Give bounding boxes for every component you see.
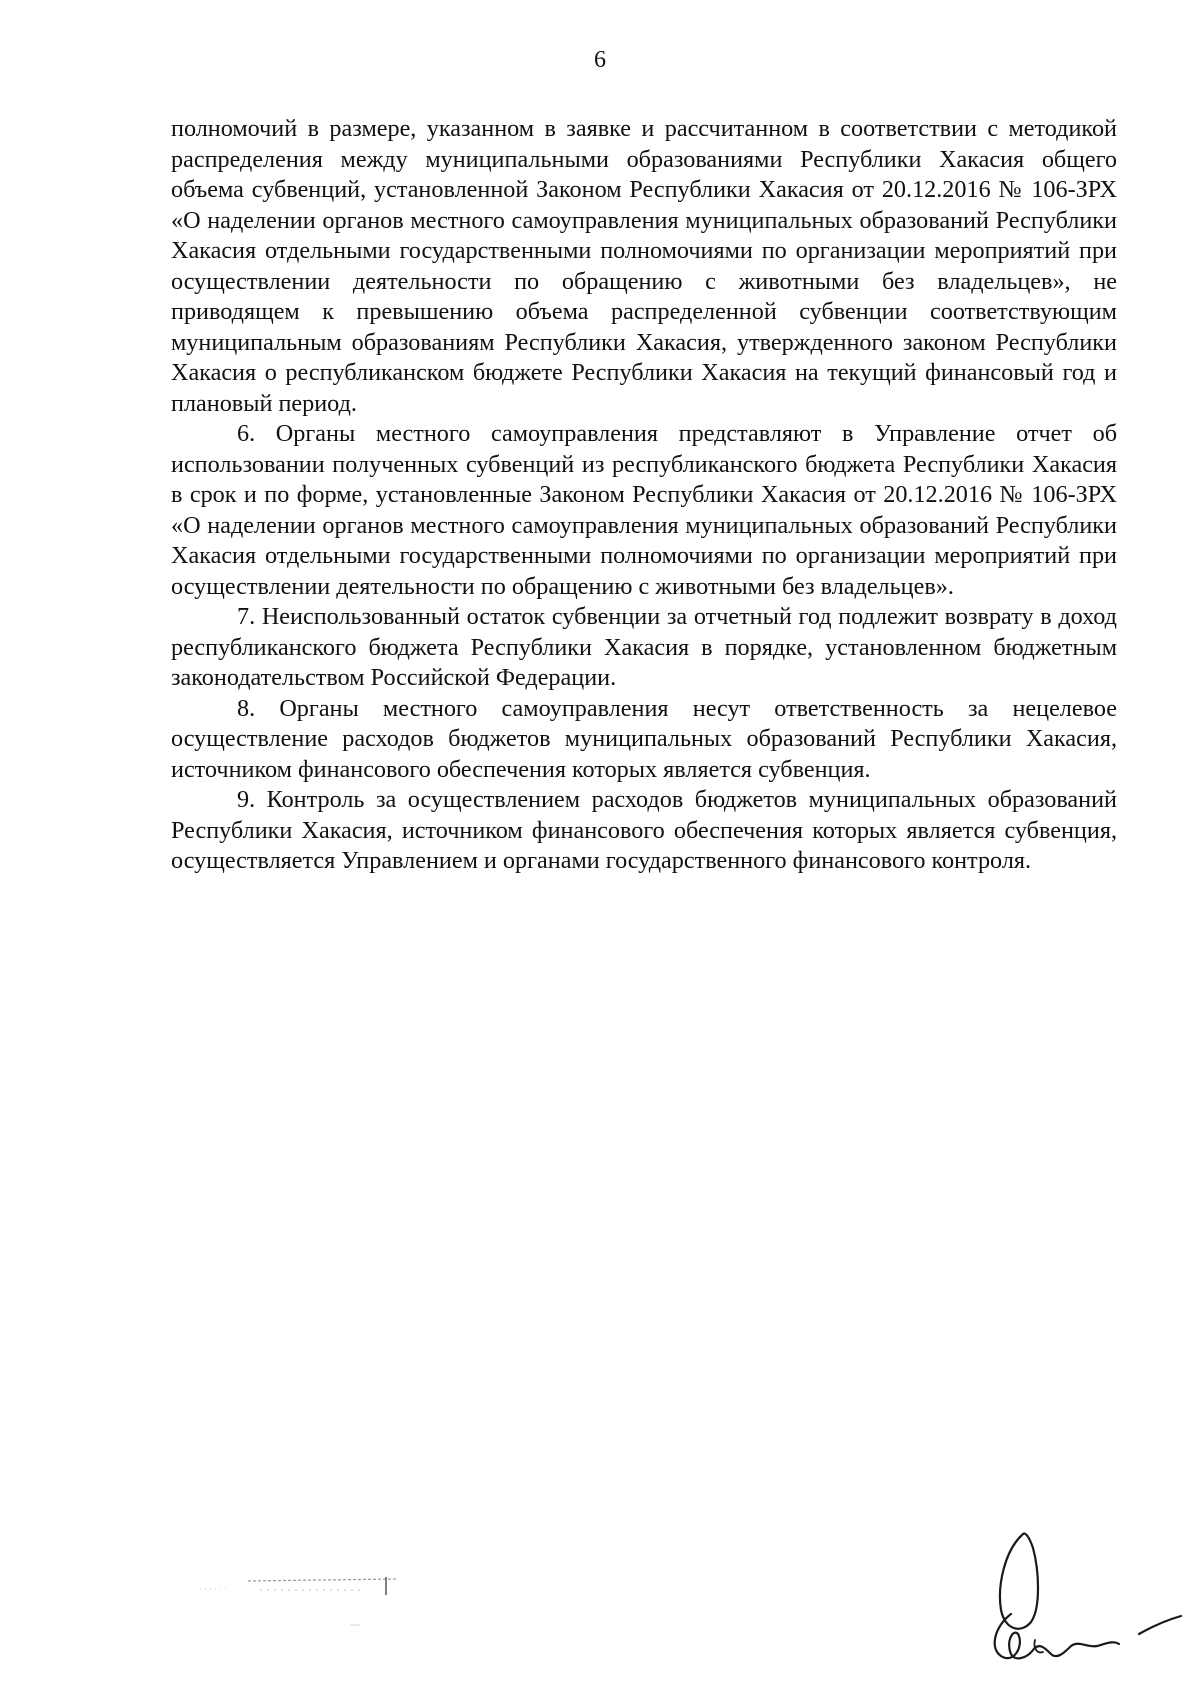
paragraph-item-9: 9. Контроль за осуществлением расходов бюджетов муниципальных образований Республики Хакасия, источником финансового обеспечения которых является субвенция, осуществляется Управлением и органами государственного финансового контроля. — [171, 786, 1117, 874]
paragraph-item-8: 8. Органы местного самоуправления несут ответственность за нецелевое осуществление расходов бюджетов муниципальных образований Республики Хакасия, источником финансового обеспечения которых является субвенция. — [171, 694, 1117, 783]
document-body — [171, 114, 1117, 877]
paragraph-continuation: полномочий в размере, указанном в заявке и рассчитанном в соответствии с методикой распределения между муниципальными образованиями Республики Хакасия общего объема субвенций, установленной Законом Республики Хакасия от 20.12.2016 № 106-ЗРХ «О наделении органов местного самоуправления муниципальных образований Республики Хакасия отдельными государственными полномочиями по организации мероприятий при осуществлении деятельности по обращению с животными без владельцев», не приводящем к превышению объема распределенной субвенции соответствующим муниципальным образованиям Республики Хакасия, утвержденного законом Республики Хакасия о республиканском бюджете Республики Хакасия на текущий финансовый год и плановый период. — [171, 115, 1117, 417]
scan-artifact — [200, 1575, 400, 1635]
handwritten-signature — [975, 1530, 1185, 1680]
paragraph-item-7: 7. Неиспользованный остаток субвенции за отчетный год подлежит возврату в доход республиканского бюджета Республики Хакасия в порядке, установленном бюджетным законодательством Российской Федерации. — [171, 603, 1117, 691]
page-number: 6 — [594, 47, 606, 73]
paragraph-item-6: 6. Органы местного самоуправления представляют в Управление отчет об использовании полученных субвенций из республиканского бюджета Республики Хакасия в срок и по форме, установленные Законом Республики Хакасия от 20.12.2016 № 106-ЗРХ «О наделении органов местного самоуправления муниципальных образований Республики Хакасия отдельными государственными полномочиями по организации мероприятий при осуществлении деятельности по обращению с животными без владельцев». — [171, 420, 1117, 600]
